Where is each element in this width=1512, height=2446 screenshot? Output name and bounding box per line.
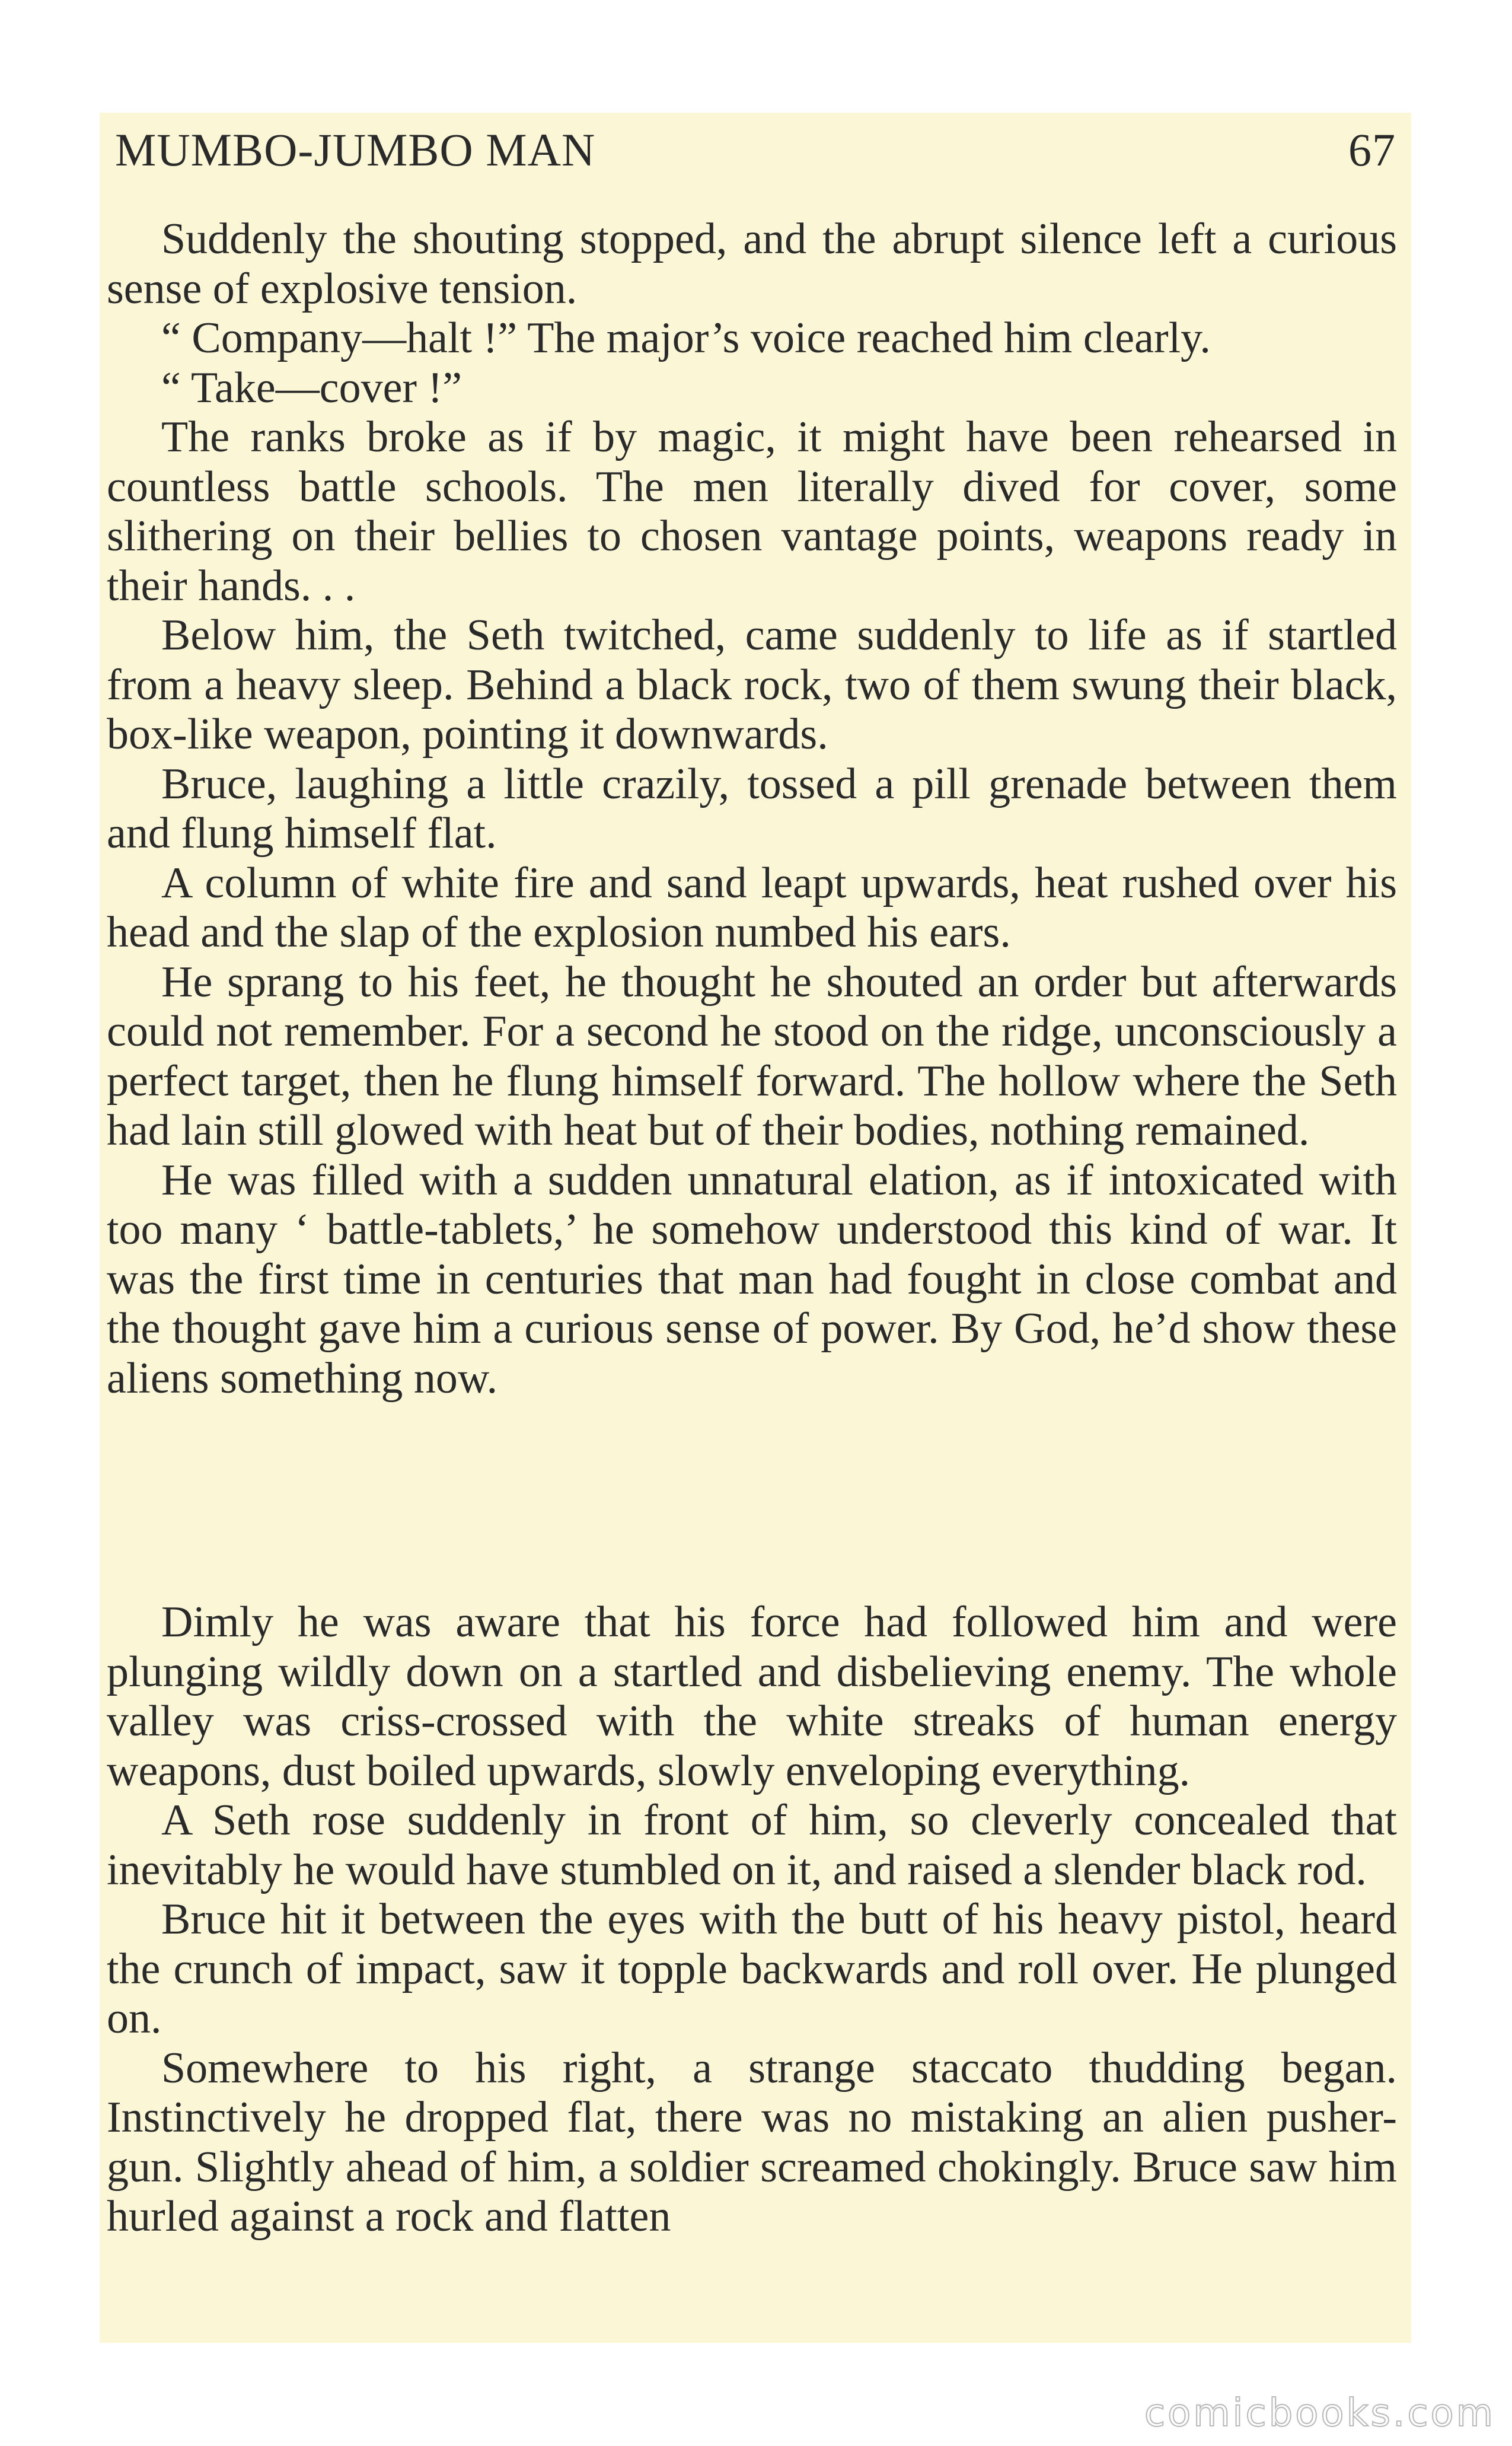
paragraph: Somewhere to his right, a strange staccato thudding began. Instinctively he dropped flat, there was no mistaking an alien pusher-gun. Slightly ahead of him, a soldier screamed chokingly. Bruce saw him hurled against a rock and flatten xyxy=(107,2043,1397,2241)
body-text-section-2 xyxy=(107,1598,1397,2242)
paragraph: Below him, the Seth twitched, came suddenly to life as if startled from a heavy sleep. Behind a black rock, two of them swung their black, box-like weapon, pointing it downwards. xyxy=(107,611,1397,759)
page-number: 67 xyxy=(1348,124,1396,176)
body-text-section-1 xyxy=(107,215,1397,1403)
paragraph: Bruce hit it between the eyes with the butt of his heavy pistol, heard the crunch of impact, saw it topple backwards and roll over. He plunged on. xyxy=(107,1895,1397,2043)
book-page xyxy=(100,113,1411,2343)
paragraph: He sprang to his feet, he thought he shouted an order but afterwards could not remember. For a second he stood on the ridge, unconsciously a perfect target, then he flung himself forward. The hollow where the Seth had lain still glowed with heat but of their bodies, nothing remained. xyxy=(107,957,1397,1155)
running-title: MUMBO-JUMBO MAN xyxy=(115,124,596,176)
paragraph: A Seth rose suddenly in front of him, so cleverly concealed that inevitably he would have stumbled on it, and raised a slender black rod. xyxy=(107,1796,1397,1894)
site-watermark: comicbooks.com xyxy=(1144,2391,1495,2435)
page-header xyxy=(115,117,1396,183)
paragraph: The ranks broke as if by magic, it might have been rehearsed in countless battle schools. The men literally dived for cover, some slithering on their bellies to chosen vantage points, weapons ready in their hands. . . xyxy=(107,413,1397,610)
paragraph: Dimly he was aware that his force had followed him and were plunging wildly down on a startled and disbelieving enemy. The whole valley was criss-crossed with the white streaks of human energy weapons, dust boiled upwards, slowly enveloping everything. xyxy=(107,1598,1397,1795)
paragraph: “ Company—halt !” The major’s voice reached him clearly. xyxy=(161,314,1211,362)
paragraph: Suddenly the shouting stopped, and the abrupt silence left a curious sense of explosive tension. xyxy=(107,215,1397,313)
paragraph: A column of white fire and sand leapt upwards, heat rushed over his head and the slap of the explosion numbed his ears. xyxy=(107,858,1397,957)
paragraph: “ Take—cover !” xyxy=(161,363,462,412)
paragraph: Bruce, laughing a little crazily, tossed a pill grenade between them and flung himself flat. xyxy=(107,759,1397,858)
paragraph: He was filled with a sudden unnatural elation, as if intoxicated with too many ‘ battle-tablets,’ he somehow understood this kind of war. It was the first time in centuries that man had fought in close combat and the thought gave him a curious sense of power. By God, he’d show these aliens something now. xyxy=(107,1155,1397,1403)
